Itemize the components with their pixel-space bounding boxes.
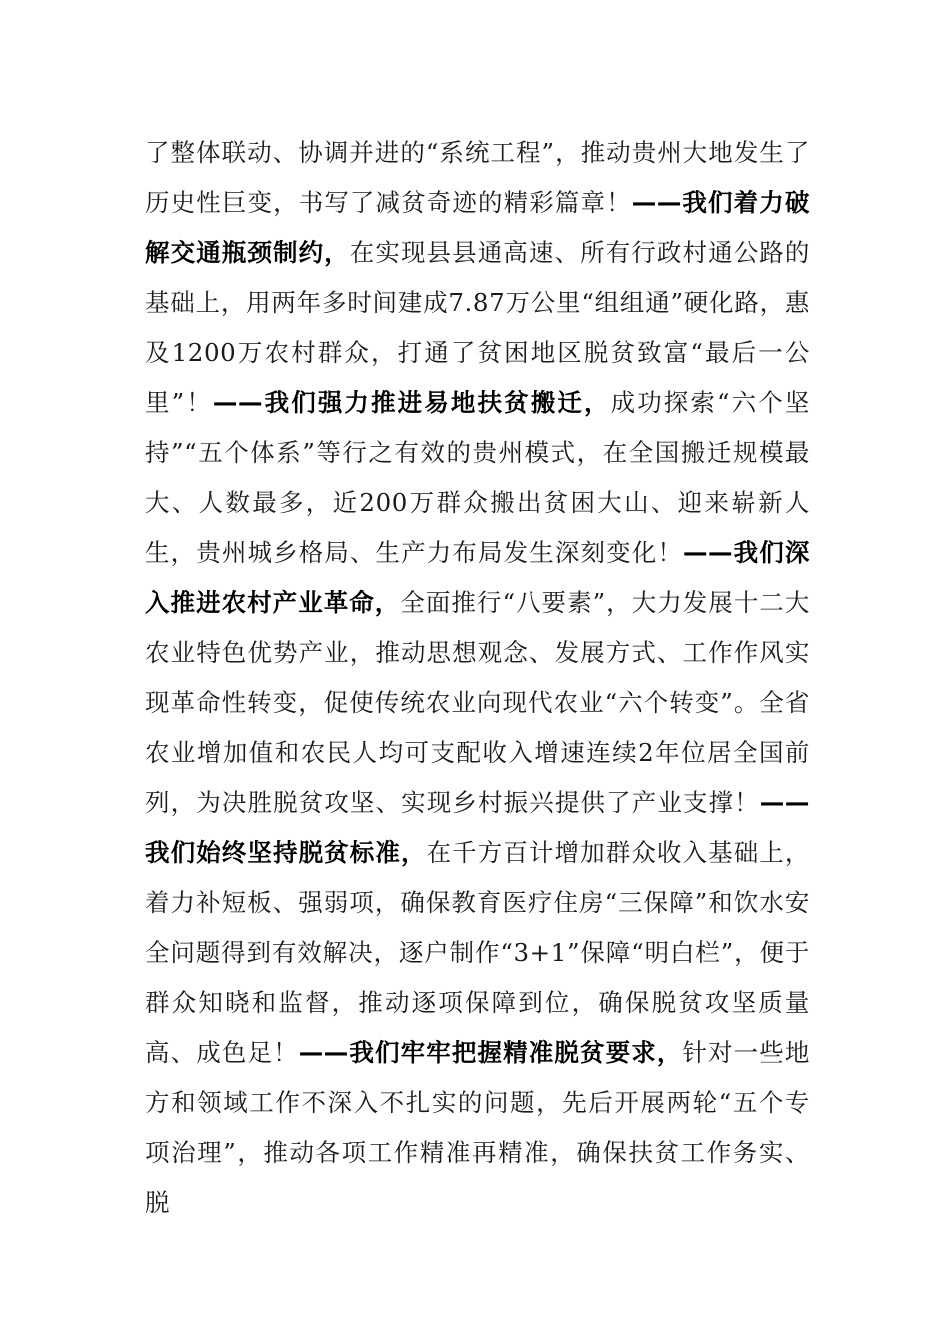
bold-heading-run: ——我们始终坚持脱贫标准， [145,788,810,867]
text-run: 针对一些地方和领域工作不深入不扎实的问题，先后开展两轮“五个专项治理”，推动各项工作精准再精准，确保扶贫工作务实、脱 [145,1038,811,1217]
text-run: 在千方百计增加群众收入基础上，着力补短板、强弱项，确保教育医疗住房“三保障”和饮水安全问题得到有效解决，逐户制作“3+1”保障“明白栏”，便于群众知晓和监督，推动逐项保障到位，确保脱贫攻坚质量高、成色足！ [145,838,810,1067]
bold-heading-run: ——我们深入推进农村产业革命， [145,538,811,617]
text-run: 成功探索“六个坚持”“五个体系”等行之有效的贵州模式，在全国搬迁规模最大、人数最多，近200万群众搬出贫困大山、迎来崭新人生，贵州城乡格局、生产力布局发生深刻变化！ [145,388,811,567]
text-run: 全面推行“八要素”，大力发展十二大农业特色优势产业，推动思想观念、发展方式、工作作风实现革命性转变，促使传统农业向现代农业“六个转变”。全省农业增加值和农民人均可支配收入增速连续2年位居全国前列，为决胜脱贫攻坚、实现乡村振兴提供了产业支撑！ [145,588,810,817]
text-run: 在实现县县通高速、所有行政村通公路的基础上，用两年多时间建成7.87万公里“组组通”硬化路，惠及1200万农村群众，打通了贫困地区脱贫致富“最后一公里”！ [145,238,810,417]
text-run: 了整体联动、协调并进的“系统工程”，推动贵州大地发生了历史性巨变，书写了减贫奇迹的精彩篇章！ [145,138,810,217]
bold-heading-run: ——我们牢牢把握精准脱贫要求， [298,1038,683,1067]
body-paragraph [145,128,810,1228]
bold-heading-run: ——我们着力破解交通瓶颈制约， [145,188,810,267]
bold-heading-run: ——我们强力推进易地扶贫搬迁， [212,388,611,417]
